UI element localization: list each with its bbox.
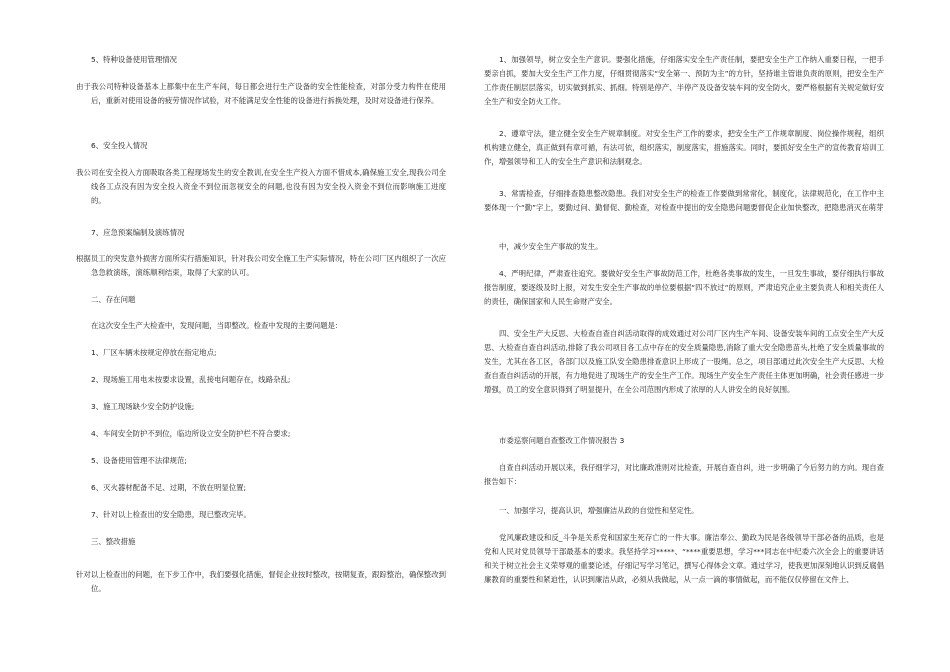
left-para-10: 2、现场施工用电未按要求设置，乱接电问题存在，线路杂乱; (91, 375, 291, 384)
right-para-1: 1、加强领导，树立安全生产意识。要强化措施，仔细落实安全生产责任制，要把安全生产工作纳入重要日程，一把手要亲自抓，要加大安全生产工作力度，仔细贯彻落实“安全第一、预防为主”的方针，坚持谁主管谁负责的原则，把安全生产工作责任制层层落实，切实做到抓实、抓细。特别是停产、半停产及设备安装车间的安全防火，要严格根据有关规定做好安全生产和安全防火工作。 (484, 55, 884, 106)
left-para-2: 由于我公司特种设备基本上都集中在生产车间，每日都会进行生产设备的安全性能检查，对部分受力构件在使用后，重新对使用设备的疲劳情况作试验，对不能满足安全性能的设备进行拆换处理，及时对设备进行保养。 (76, 82, 446, 105)
left-para-14: 6、灭火器材配备不足、过期，不放在明显位置; (91, 483, 247, 492)
right-para-4: 中，减少安全生产事故的发生。 (499, 242, 603, 251)
left-para-7: 二、存在问题 (91, 295, 136, 304)
left-para-15: 7、针对以上检查出的安全隐患，现已整改完毕。 (91, 510, 251, 519)
left-para-1: 5、特种设备使用管理情况 (91, 55, 178, 64)
left-para-11: 3、施工现场缺少安全防护设施; (91, 402, 195, 411)
left-para-8: 在这次安全生产大检查中，发现问题，当即整改。检查中发现的主要问题是： (91, 321, 343, 330)
right-para-9: 一、加强学习，提高认识，增强廉洁从政的自觉性和坚定性。 (499, 506, 699, 515)
left-para-12: 4、车间安全防护不到位，临边所设立安全防护栏不符合要求; (91, 429, 291, 438)
right-para-6: 四、安全生产大反思、大检查自查自纠活动取得的成效通过对公司厂区内生产车间、设备安装车间的工点安全生产大反思、大检查自查自纠活动,排除了我公司项目各工点中存在的安全质量隐患,消除了重大安全隐患苗头,杜绝了安全质量事故的发生，尤其在各工区，各部门以及施工队安全隐患排查意识上形成了一股绳。总之，项目部通过此次安全生产大反思、大检查自查自纠活动的开展，有力地促进了现场生产的安全生产工作。现场生产安全生产责任主体更加明确，社会责任感进一步增强，员工的安全意识得到了明显提升，在全公司范围内形成了浓厚的人人讲安全的良好氛围。 (484, 329, 884, 394)
left-para-13: 5、设备使用管理不法律规范; (91, 456, 187, 465)
right-para-2: 2、遵章守法，建立健全安全生产规章制度。对安全生产工作的要求，把安全生产工作规章制度、岗位操作规程，组织机构建立健全，真正做到有章可循，有法可依，组织落实，制度落实，措施落实。同时，要抓好安全生产的宣传教育培训工作，增强领导和工人的安全生产意识和法制观念。 (484, 129, 884, 166)
report-title: 市委巡察问题自查整改工作情况报告 3 (499, 436, 625, 445)
left-para-3: 6、安全投入情况 (91, 141, 148, 150)
right-para-10: 党风廉政建设和反_斗争是关系党和国家生死存亡的一件大事。廉洁奉公、勤政为民是各级领导干部必备的品质，也是党和人民对党员领导干部最基本的要求。我坚持学习*****、“****重要思想，学习***同志在中纪委六次全会上的重要讲话和关于树立社会主义荣辱观的重要论述，仔细记写学习笔记，撰写心得体会文章。通过学习，使我更加深刻地认识到反腐倡廉教育的重要性和紧迫性，认识到廉洁从政，必须从我做起，从一点一滴的事情做起，而不能仅仅停留在文件上、 (484, 533, 884, 584)
right-para-5: 4、严明纪律，严肃查往追究。要做好安全生产事故防范工作，杜绝各类事故的发生，一旦发生事故，要仔细执行事故报告制度，要逐级及时上报，对发生安全生产事故的单位要根据“四不放过“的原则，严肃追究企业主要负责人和相关责任人的责任，确保国家和人民生命财产安全。 (484, 269, 884, 306)
left-para-5: 7、应急预案编制及演练情况 (91, 228, 185, 237)
left-para-16: 三、整改措施 (91, 537, 136, 546)
left-para-4: 我公司在安全投入方面吸取各类工程现场发生的安全教训,在安全生产投入方面不惜成本,确保施工安全,现我公司全线各工点没有因为安全投入资金不到位而忽视安全的问题,也没有因为安全投入资金不到位而影响施工进度的。 (76, 168, 446, 205)
left-para-9: 1、厂区车辆未按规定停放在指定地点; (91, 348, 217, 357)
right-para-3: 3、常需检查，仔细排查隐患整改隐患。我们对安全生产的检查工作要做到常常化，制度化，法律规范化，在工作中主要体现一个“勤”字上，要勤过问、勤督促、勤检查，对检查中提出的安全隐患问题要督促企业加快整改，把隐患消灭在萌芽 (484, 189, 884, 212)
left-para-17: 针对以上检查出的问题，在下步工作中，我们要强化措施，督促企业按时整改，按期复查，跟踪整治，确保整改到位。 (76, 570, 446, 593)
right-para-8: 自查自纠活动开展以来，我仔细学习，对比廉政准则对比检查，开展自查自纠，进一步明确了今后努力的方向。现自查报告如下： (484, 463, 884, 486)
left-para-6: 根据员工的突发意外损害方面所实行措施知识，针对我公司安全施工生产实际情况，特在公司厂区内组织了一次应急急救演练，演练顺利结束，取得了大家的认可。 (76, 254, 446, 277)
